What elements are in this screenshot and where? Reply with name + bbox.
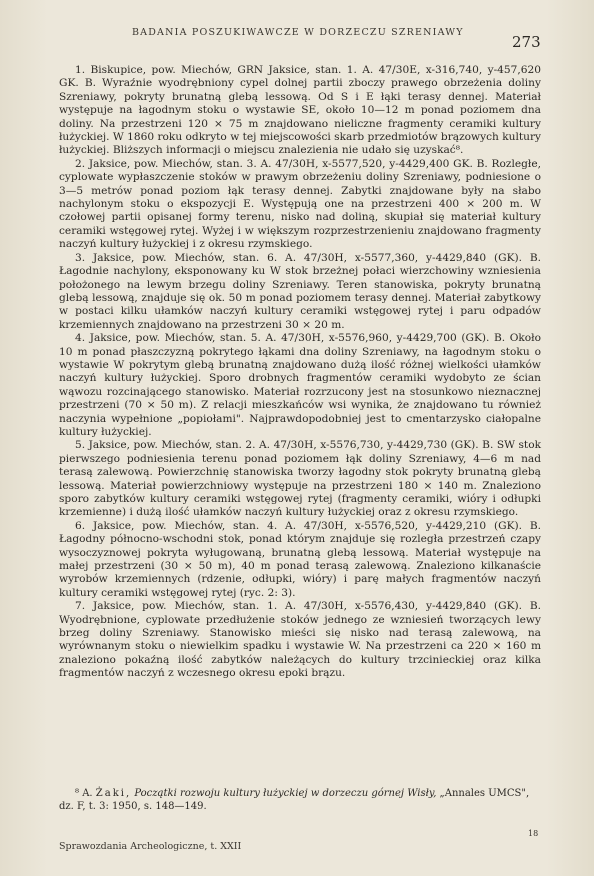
site-entry: 2. Jaksice, pow. Miechów, stan. 3. A. 47/30H, x-5577,520, y-4429,400 GK. B. Rozległe, cyplowate wypłaszczenie stoków w prawym obrzeżeniu doliny Szreniawy, podniesione o 3—5 metrów ponad poziom łąk terasy dennej. Zabytki znajdowane były na słabo nachylonym stoku o ekspozycji E. Występują one na przestrzeni 400 × 200 m. W czołowej partii opisanej formy terenu, nisko nad doliną, skupiał się materiał kultury ceramiki wstęgowej rytej. Wyżej i w większym rozprzestrzenieniu znajdowano fragmenty naczyń kultury łużyckiej i z okresu rzymskiego. [59, 157, 541, 251]
journal-footer: Sprawozdania Archeologiczne, t. XXII [59, 841, 242, 852]
site-entry: 4. Jaksice, pow. Miechów, stan. 5. A. 47/30H, x-5576,960, y-4429,700 (GK). B. Około 10 m ponad płaszczyzną pokrytego łąkami dna doliny Szreniawy, na łagodnym stoku o wystawie W pokrytym glebą brunatną znajdowano dużą ilość różnej wielkości ułamków naczyń kultury łużyckiej. Sporo drobnych fragmentów ceramiki wydobyto ze ścian wąwozu rozcinającego stanowisko. Materiał rozrzucony jest na stosunkowo nieznacznej przestrzeni (70 × 50 m). Z relacji mieszkańców wsi wynika, że znajdowano tu również naczynia wypełnione „popiołami". Najprawdopodobniej jest to cmentarzysko ciałopalne kultury łużyckiej. [59, 332, 541, 438]
footnote [59, 787, 541, 813]
signature-mark: 18 [528, 829, 539, 838]
site-entry: 1. Biskupice, pow. Miechów, GRN Jaksice, stan. 1. A. 47/30E, x-316,740, y-457,620 GK. B. Wyraźnie wyodrębniony cypel dolnej partii zboczy prawego obrzeżenia doliny Szreniawy, pokryty brunatną glebą lessową. Od S i E łąki terasy dennej. Materiał występuje na łagodnym stoku o wystawie SE, około 10—12 m ponad poziomem dna doliny. Na przestrzeni 120 × 75 m znajdowano nieliczne fragmenty ceramiki kultury łużyckiej. W 1860 roku odkryto w tej miejscowości skarb przedmiotów brązowych kultury łużyckiej. Bliższych informacji o miejscu znalezienia nie udało się uzyskać⁸. [59, 64, 541, 157]
site-entry: 6. Jaksice, pow. Miechów, stan. 4. A. 47/30H, x-5576,520, y-4429,210 (GK). B. Łagodny północno-wschodni stok, ponad którym znajduje się rozległa przestrzeń czapy wysoczyznowej pokryta wyługowaną, brunatną glebą lessową. Materiał występuje na małej przestrzeni (30 × 50 m), 40 m ponad terasą zalewową. Znaleziono kilkanaście wyrobów krzemiennych (rdzenie, odłupki, wióry) i parę małych fragmentów naczyń kultury ceramiki wstęgowej rytej (ryc. 2: 3). [59, 519, 541, 599]
page-number: 273 [512, 33, 541, 51]
main-text [59, 64, 541, 681]
footnote-title: Początki rozwoju kultury łużyckiej w dorzeczu górnej Wisły, [131, 788, 437, 799]
running-title: BADANIA POSZUKIWAWCZE W DORZECZU SZRENIAWY [132, 27, 464, 38]
footnote-author: Żaki, [95, 788, 132, 799]
site-entry: 5. Jaksice, pow. Miechów, stan. 2. A. 47/30H, x-5576,730, y-4429,730 (GK). B. SW stok pierwszego podniesienia terenu ponad poziomem łąk doliny Szreniawy, 4—6 m nad terasą zalewową. Powierzchnię stanowiska tworzy łagodny stok pokryty brunatną glebą lessową. Materiał powierzchniowy występuje na przestrzeni 180 × 140 m. Znaleziono sporo zabytków kultury ceramiki wstęgowej rytej (fragmenty ceramiki, wióry i odłupki krzemienne) i dużą ilość ułamków naczyń kultury łużyckiej oraz z okresu rzymskiego. [59, 439, 541, 519]
footnote-marker: ⁸ A. [75, 788, 96, 799]
footnote-source: „Annales UMCS", dz. F, t. 3: 1950, s. 148—149. [59, 788, 530, 812]
site-entry: 3. Jaksice, pow. Miechów, stan. 6. A. 47/30H, x-5577,360, y-4429,840 (GK). B. Łagodnie nachylony, eksponowany ku W stok brzeżnej połaci wierzchowiny wzniesienia położonego na lewym brzegu doliny Szreniawy. Teren stanowiska, pokryty brunatną glebą lessową, znajduje się ok. 50 m ponad poziomem terasy dennej. Materiał zabytkowy w postaci kilku ułamków naczyń kultury ceramiki wstęgowej rytej i paru odpadów krzemiennych znajdowano na przestrzeni 30 × 20 m. [59, 251, 541, 331]
site-entry: 7. Jaksice, pow. Miechów, stan. 1. A. 47/30H, x-5576,430, y-4429,840 (GK). B. Wyodrębnione, cyplowate przedłużenie stoków jednego ze wzniesień tworzących lewy brzeg doliny Szreniawy. Stanowisko mieści się nisko nad terasą zalewową, na wyrównanym stoku o niewielkim spadku i wystawie W. Na przestrzeni ca 220 × 160 m znaleziono pokaźną ilość zabytków należących do kultury trzcinieckiej oraz kilka fragmentów naczyń z wczesnego okresu epoki brązu. [59, 600, 541, 680]
